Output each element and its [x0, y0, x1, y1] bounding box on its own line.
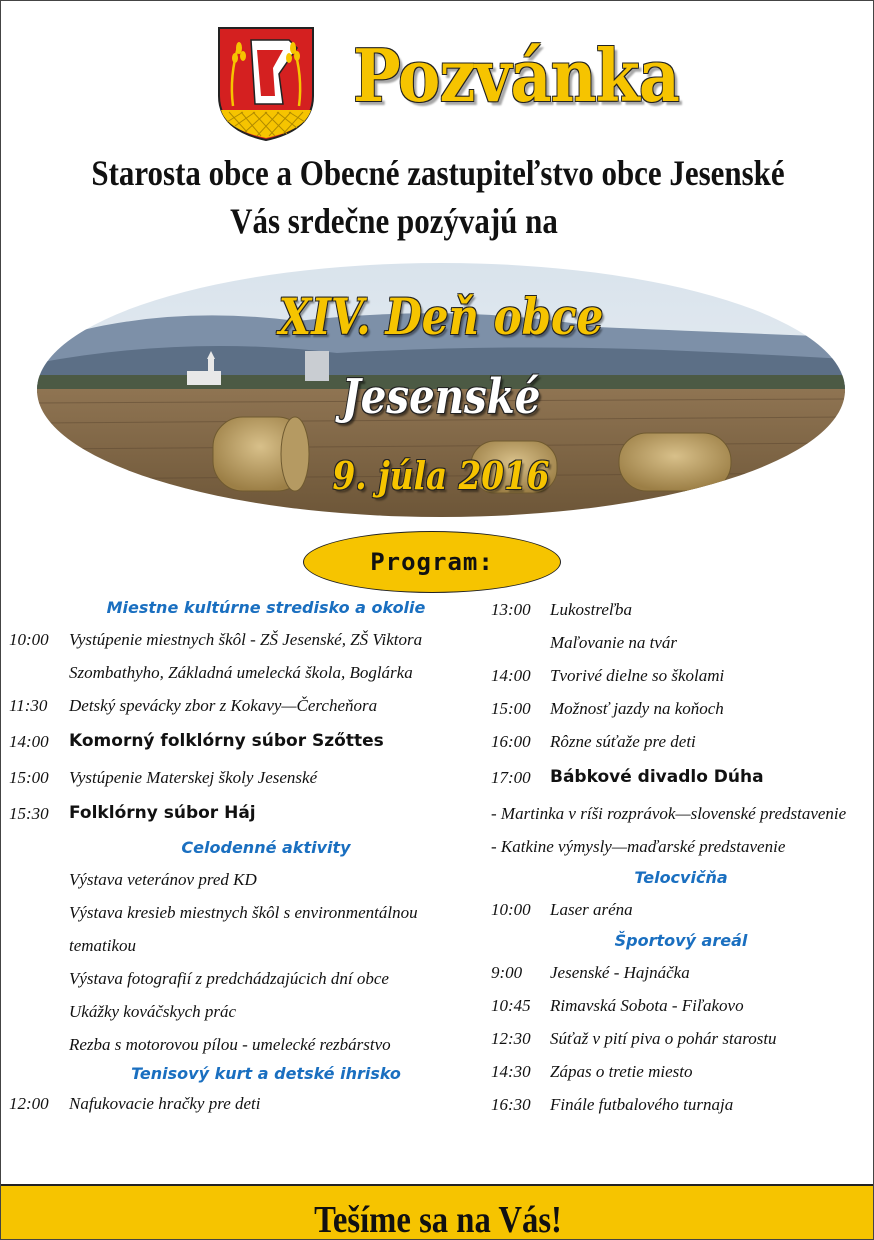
- program-time: 16:30: [491, 1095, 531, 1114]
- program-label: Program:: [370, 548, 494, 576]
- program-text: Finále futbalového turnaja: [550, 1095, 734, 1114]
- program-row: [491, 659, 871, 692]
- program-time: 14:00: [9, 732, 49, 751]
- program-row: [9, 722, 483, 761]
- section-title: Telocvičňa: [634, 868, 728, 887]
- program-text: Možnosť jazdy na koňoch: [550, 699, 724, 718]
- program-text: Komorný folklórny súbor Szőttes: [69, 731, 384, 751]
- section-title: Miestne kultúrne stredisko a okolie: [106, 598, 426, 617]
- program-row: [491, 956, 871, 989]
- program-text: Rôzne súťaže pre deti: [550, 732, 696, 751]
- program-row: [491, 989, 871, 1022]
- program-time: 17:00: [491, 768, 531, 787]
- program-time: 12:00: [9, 1094, 49, 1113]
- program-row: [9, 995, 483, 1028]
- program-text: Tvorivé dielne so školami: [550, 666, 725, 685]
- program-time: 12:30: [491, 1029, 531, 1048]
- program-text: Zápas o tretie miesto: [550, 1062, 693, 1081]
- program-left-column: [9, 593, 483, 1120]
- program-row: [9, 1087, 483, 1120]
- program-time: 15:00: [491, 699, 531, 718]
- footer-banner: [1, 1184, 874, 1240]
- program-row: [491, 758, 871, 797]
- invite-line: Vás srdečne pozývajú na: [230, 201, 558, 241]
- program-time: 10:00: [9, 630, 49, 649]
- program-row: [491, 1088, 871, 1121]
- program-time: 16:00: [491, 732, 531, 751]
- program-badge: [303, 531, 561, 593]
- program-row: [9, 896, 483, 962]
- program-row: [9, 962, 483, 995]
- program-time: 15:30: [9, 804, 49, 823]
- section-title: Tenisový kurt a detské ihrisko: [131, 1064, 401, 1083]
- program-text: Výstava veteránov pred KD: [69, 870, 257, 889]
- program-text: Ukážky kováčskych prác: [69, 1002, 237, 1021]
- program-text: Vystúpenie miestnych škôl - ZŠ Jesenské, ZŠ Viktora Szombathyho, Základná umelecká škola, Boglárka: [69, 630, 423, 682]
- event-date: 9. júla 2016: [332, 453, 550, 498]
- program-row: [491, 593, 871, 626]
- event-name: XIV. Deň obce: [278, 287, 604, 346]
- program-text: Folklórny súbor Háj: [69, 803, 256, 823]
- program-row: [491, 725, 871, 758]
- program-text: Lukostreľba: [550, 600, 633, 619]
- program-row: [9, 1028, 483, 1061]
- program-time: 15:00: [9, 768, 49, 787]
- program-row: [9, 794, 483, 833]
- program-right-column: [491, 593, 871, 1121]
- program-time: [491, 626, 550, 659]
- program-time: 13:00: [491, 600, 531, 619]
- page-title: Pozvánka: [353, 33, 680, 118]
- program-row: [9, 623, 483, 689]
- program-row: [9, 689, 483, 722]
- program-text: Nafukovacie hračky pre deti: [69, 1094, 261, 1113]
- program-text: Laser aréna: [550, 900, 633, 919]
- program-row: [491, 1055, 871, 1088]
- program-row: [491, 692, 871, 725]
- section-title: Celodenné aktivity: [181, 838, 351, 857]
- program-note: - Katkine výmysly—maďarské predstavenie: [491, 837, 786, 856]
- program-row: [491, 1022, 871, 1055]
- program-text: Bábkové divadlo Dúha: [550, 767, 764, 787]
- program-text: Súťaž v pití piva o pohár starostu: [550, 1029, 777, 1048]
- program-text: Jesenské - Hajnáčka: [550, 963, 690, 982]
- program-text: Detský spevácky zbor z Kokavy—Čercheňora: [69, 696, 378, 715]
- program-row: [491, 893, 871, 926]
- program-row: [9, 863, 483, 896]
- coat-of-arms-icon: [217, 26, 315, 142]
- program-text: Výstava kresieb miestnych škôl s environmentálnou tematikou: [69, 903, 418, 955]
- footer-text: Tešíme sa na Vás!: [314, 1199, 562, 1240]
- program-time: 14:00: [491, 666, 531, 685]
- program-text: Rezba s motorovou pílou - umelecké rezbárstvo: [69, 1035, 391, 1054]
- program-text: Rimavská Sobota - Fiľakovo: [550, 996, 744, 1015]
- event-place: Jesenské: [341, 369, 541, 425]
- program-time: 10:00: [491, 900, 531, 919]
- program-time: 9:00: [491, 963, 523, 982]
- program-time: 10:45: [491, 996, 531, 1015]
- program-text: Maľovanie na tvár: [550, 633, 678, 652]
- program-time: 11:30: [9, 696, 48, 715]
- program-row: [9, 761, 483, 794]
- program-note: - Martinka v ríši rozprávok—slovenské predstavenie: [491, 804, 847, 823]
- organizer-line: Starosta obce a Obecné zastupiteľstvo obce Jesenské: [91, 153, 785, 193]
- section-title: Športový areál: [614, 931, 748, 950]
- program-text: Výstava fotografií z predchádzajúcich dní obce: [69, 969, 389, 988]
- program-time: 14:30: [491, 1062, 531, 1081]
- program-text: Vystúpenie Materskej školy Jesenské: [69, 768, 318, 787]
- program-row: [491, 626, 871, 659]
